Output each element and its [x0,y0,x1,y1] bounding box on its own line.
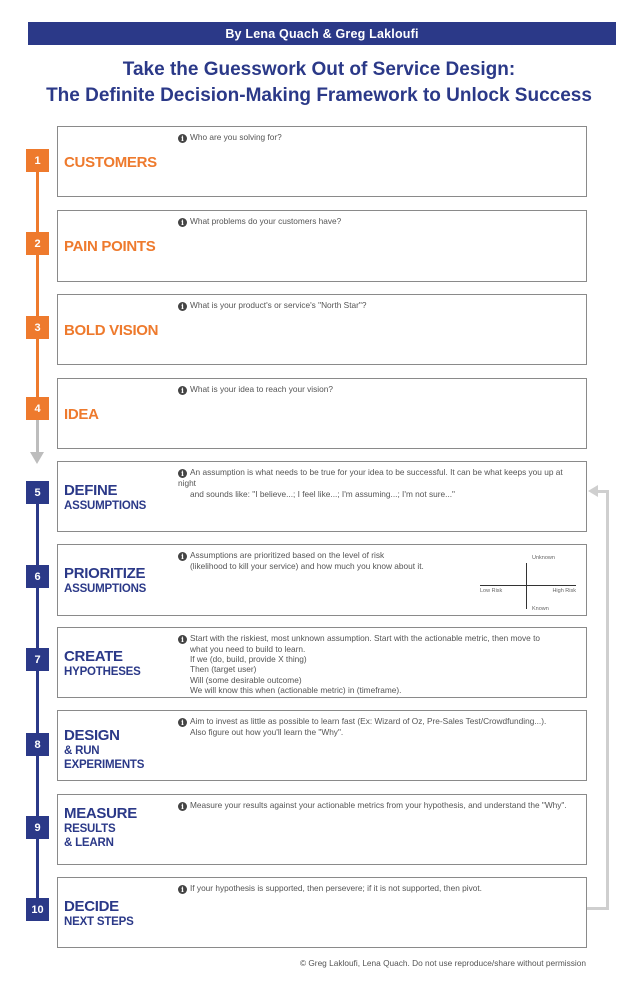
step-note-line: (likelihood to kill your service) and how much you know about it. [190,561,424,571]
step-note [178,800,578,811]
down-arrow-icon [30,452,44,464]
step-note [178,132,578,143]
step-note-line: If we (do, build, provide X thing) [190,654,307,665]
step-label [64,565,146,596]
step-note [178,384,578,395]
step-sublabel: ASSUMPTIONS [64,583,147,595]
step-label-main: MEASURE [64,805,137,822]
loop-back-arrow-icon [588,485,598,497]
step-note-line: Also figure out how you'll learn the "Why". [190,727,344,737]
step-number-badge: 5 [26,481,49,504]
step-label-main: PRIORITIZE [64,565,146,582]
progress-rail-blue [36,492,39,910]
step-note [178,883,578,894]
step-sublabel-2: EXPERIMENTS [64,759,145,771]
step-number-badge: 9 [26,816,49,839]
step-note-line: We will know this when (actionable metric) in (timeframe). [190,684,402,695]
step-note-line: Then (target user) [190,664,257,675]
info-icon: i [178,386,187,395]
step-note-text: An assumption is what needs to be true for your idea to be successful. It can be what keeps you up at night [178,467,563,488]
step-label-main: DEFINE [64,482,118,499]
step-design-run-experiments [57,710,587,781]
info-icon: i [178,302,187,311]
step-number-badge: 1 [26,149,49,172]
step-note-text: What is your idea to reach your vision? [190,384,333,394]
step-note-text: What is your product's or service's "North Star"? [190,300,367,310]
step-customers [57,126,587,197]
matrix-vertical-axis [526,563,527,609]
step-define-assumptions [57,461,587,532]
authors-text: By Lena Quach & Greg Lakloufi [225,26,419,41]
info-icon: i [178,635,187,644]
step-note [178,716,578,738]
step-label [64,482,146,513]
step-number-badge: 2 [26,232,49,255]
page-title-line-1: Take the Guesswork Out of Service Design: [122,59,516,80]
step-note [178,216,578,227]
step-sublabel: ASSUMPTIONS [64,500,147,512]
step-note-text: What problems do your customers have? [190,216,342,226]
step-label: CUSTOMERS [64,154,157,171]
step-label [64,648,141,679]
copyright-footer: © Greg Lakloufi, Lena Quach. Do not use reproduce/share without permission [299,958,586,968]
step-create-hypotheses [57,627,587,698]
step-note [178,300,578,311]
step-note-line: what you need to build to learn. [190,644,306,654]
step-sublabel: & RUN [64,745,100,757]
step-note-text: Assumptions are prioritized based on the level of risk [190,550,385,560]
step-note [178,633,578,695]
step-decide-next-steps [57,877,587,948]
info-icon: i [178,885,187,894]
step-pain-points [57,210,587,282]
step-label [64,805,137,850]
matrix-label-bottom: Known [532,606,549,612]
step-note-line: and sounds like: "I believe...; I feel like...; I'm assuming...; I'm not sure..." [190,489,455,499]
step-number-badge: 4 [26,397,49,420]
step-label-main: DESIGN [64,727,120,744]
step-note-text: Start with the riskiest, most unknown assumption. Start with the actionable metric, then move to [190,633,541,643]
info-icon: i [178,802,187,811]
loop-back-line [606,490,609,910]
step-label: PAIN POINTS [64,238,156,255]
step-number-badge: 8 [26,733,49,756]
step-idea [57,378,587,449]
step-note-text: Who are you solving for? [190,132,282,142]
step-label-main: CREATE [64,648,123,665]
matrix-label-left: Low Risk [480,588,503,594]
step-note-line: Will (some desirable outcome) [190,674,302,685]
info-icon: i [178,134,187,143]
step-measure-results [57,794,587,865]
risk-knowledge-matrix [480,555,576,613]
matrix-label-right: High Risk [552,588,576,594]
info-icon: i [178,469,187,478]
step-label-main: DECIDE [64,898,119,915]
step-bold-vision [57,294,587,365]
step-label: IDEA [64,406,99,423]
step-note [178,550,466,572]
step-label [64,898,134,929]
step-number-badge: 10 [26,898,49,921]
step-note-text: Aim to invest as little as possible to learn fast (Ex: Wizard of Oz, Pre-Sales Test/Crowdfunding...). [190,716,547,726]
step-number-badge: 6 [26,565,49,588]
step-sublabel: HYPOTHESES [64,666,141,678]
step-sublabel-2: & LEARN [64,837,114,849]
step-note-text: Measure your results against your actionable metrics from your hypothesis, and understand the "Why". [190,800,567,810]
step-label: BOLD VISION [64,322,159,339]
step-number-badge: 7 [26,648,49,671]
page-title-line-2: The Definite Decision-Making Framework to Unlock Success [46,85,592,106]
step-number-badge: 3 [26,316,49,339]
info-icon: i [178,552,187,561]
step-prioritize-assumptions [57,544,587,616]
step-note-text: If your hypothesis is supported, then persevere; if it is not supported, then pivot. [190,883,482,893]
progress-rail-orange [36,160,39,408]
info-icon: i [178,218,187,227]
step-note [178,467,578,500]
step-sublabel: RESULTS [64,823,116,835]
transition-rail [36,414,39,454]
info-icon: i [178,718,187,727]
matrix-horizontal-axis [480,585,576,586]
author-banner [28,22,616,45]
matrix-label-top: Unknown [532,555,555,561]
step-sublabel: NEXT STEPS [64,916,134,928]
step-label [64,727,144,772]
